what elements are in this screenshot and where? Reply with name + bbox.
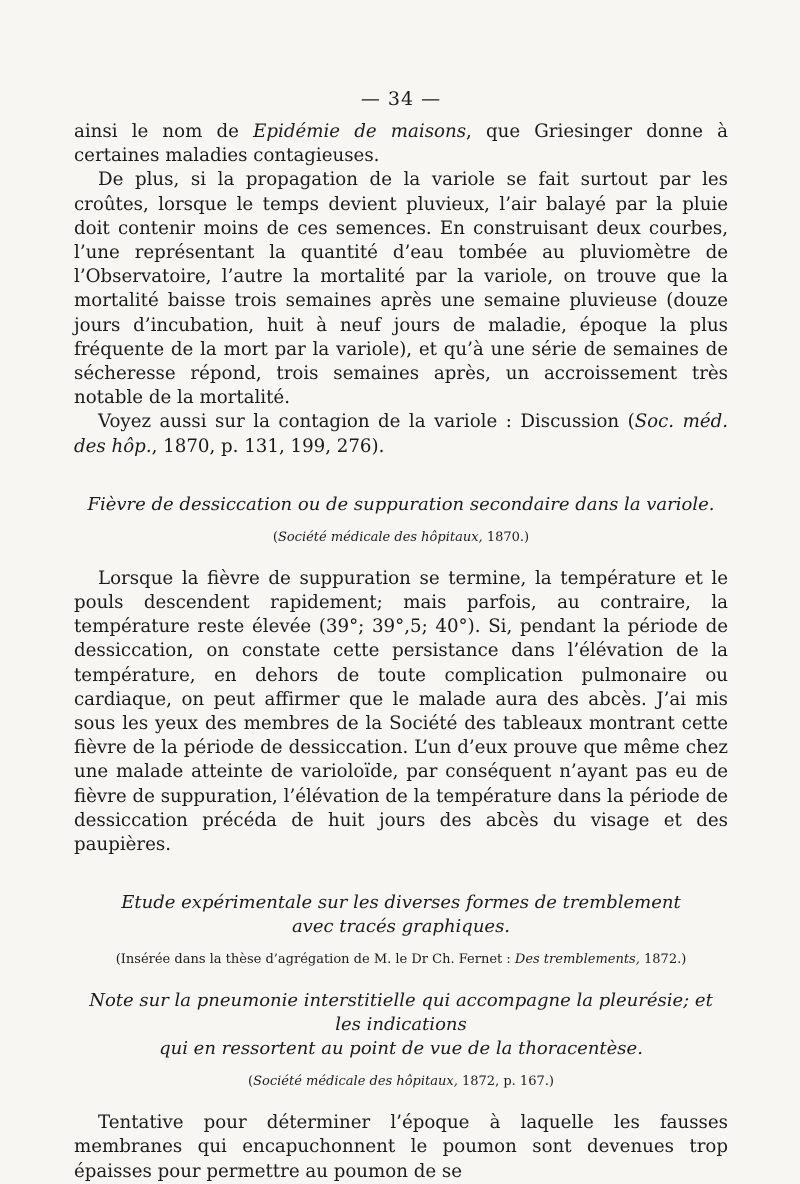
section3-body: Tentative pour déterminer l’époque à laquelle les fausses membranes qui encapuchonnent le poumon sont devenues trop épaisses pour permettre au poumon de se [74, 1112, 728, 1182]
intro-paragraph [74, 120, 728, 168]
section3-title-line2: qui en ressortent au point de vue de la thoracentèse. [159, 1038, 643, 1060]
section1-source: (Société médicale des hôpitaux, 1870.) [272, 529, 530, 545]
section2-title-line2: avec tracés graphiques. [291, 916, 511, 938]
section1-source-emph: Société médicale des hôpitaux, [277, 529, 483, 545]
voyez-text-after: , 1870, p. 131, 199, 276). [151, 435, 385, 457]
intro-text-before: ainsi le nom de [74, 121, 254, 142]
page-content [74, 88, 728, 1184]
variole-paragraph: De plus, si la propagation de la variole se fait surtout par les croûtes, lorsque le temps devient pluvieux, l’air balayé par la pluie doit contenir moins de ces semences. En construisant deux courbes, l’une représentant la quantité d’eau tombée au pluviomètre de l’Observatoire, l’autre la mortalité par la variole, on trouve que la mortalité baisse trois semaines après une semaine pluvieuse (douze jours d’incubation, huit à neuf jours de maladie, époque la plus fréquente de la mort par la variole), et qu’à une série de semaines de sécheresse répond, trois semaines après, un accroissement très notable de la mortalité. [74, 169, 728, 409]
section3-title-line1: Note sur la pneumonie interstitielle qui accompagne la pleurésie; et les indications [89, 990, 713, 1036]
section3-source: (Société médicale des hôpitaux, 1872, p. 167.) [248, 1074, 554, 1090]
section1-body: Lorsque la fièvre de suppuration se termine, la température et le pouls descendent rapidement; mais parfois, au contraire, la température reste élevée (39°; 39°,5; 40°). Si, pendant la période de dessiccation, on constate cette persistance dans l’élévation de la température, en dehors de toute complication pulmonaire ou cardiaque, on peut affirmer que le malade aura des abcès. J’ai mis sous les yeux des membres de la Société des tableaux montrant cette fièvre de la période de dessiccation. L’un d’eux prouve que même chez une malade atteinte de varioloïde, par conséquent n’ayant pas eu de fièvre de suppuration, l’élévation de la température dans la période de dessiccation précéda de huit jours des abcès du visage et des paupières. [74, 567, 728, 856]
section1-source-rest: 1870. [482, 529, 525, 545]
section2-title-line1: Etude expérimentale sur les diverses formes de tremblement [121, 892, 681, 914]
voyez-paragraph [74, 410, 728, 458]
section2-source-after: 1872. [639, 952, 682, 968]
section3-source-emph: Société médicale des hôpitaux, [253, 1074, 458, 1090]
section1-title: Fièvre de dessiccation ou de suppuration secondaire dans la variole. [87, 493, 715, 515]
voyez-emphasis: Soc. méd. des hôp. [74, 411, 729, 457]
section3-source-rest: 1872, p. 167. [457, 1074, 549, 1090]
page-number: — 34 — [360, 88, 442, 110]
section2-source: (Insérée dans la thèse d’agrégation de M. le Dr Ch. Fernet : Des tremblements, 1872.) [115, 952, 687, 968]
section2-source-emph: Des tremblements, [514, 952, 640, 968]
voyez-text-before: Voyez aussi sur la contagion de la variole : Discussion ( [98, 411, 635, 433]
intro-emphasis: Epidémie de maisons [253, 121, 467, 142]
intro-text-after: , que Griesinger donne à certaines maladies contagieuses. [74, 121, 729, 167]
section2-source-before: Insérée dans la thèse d’agrégation de M. le Dr Ch. Fernet : [120, 952, 515, 968]
